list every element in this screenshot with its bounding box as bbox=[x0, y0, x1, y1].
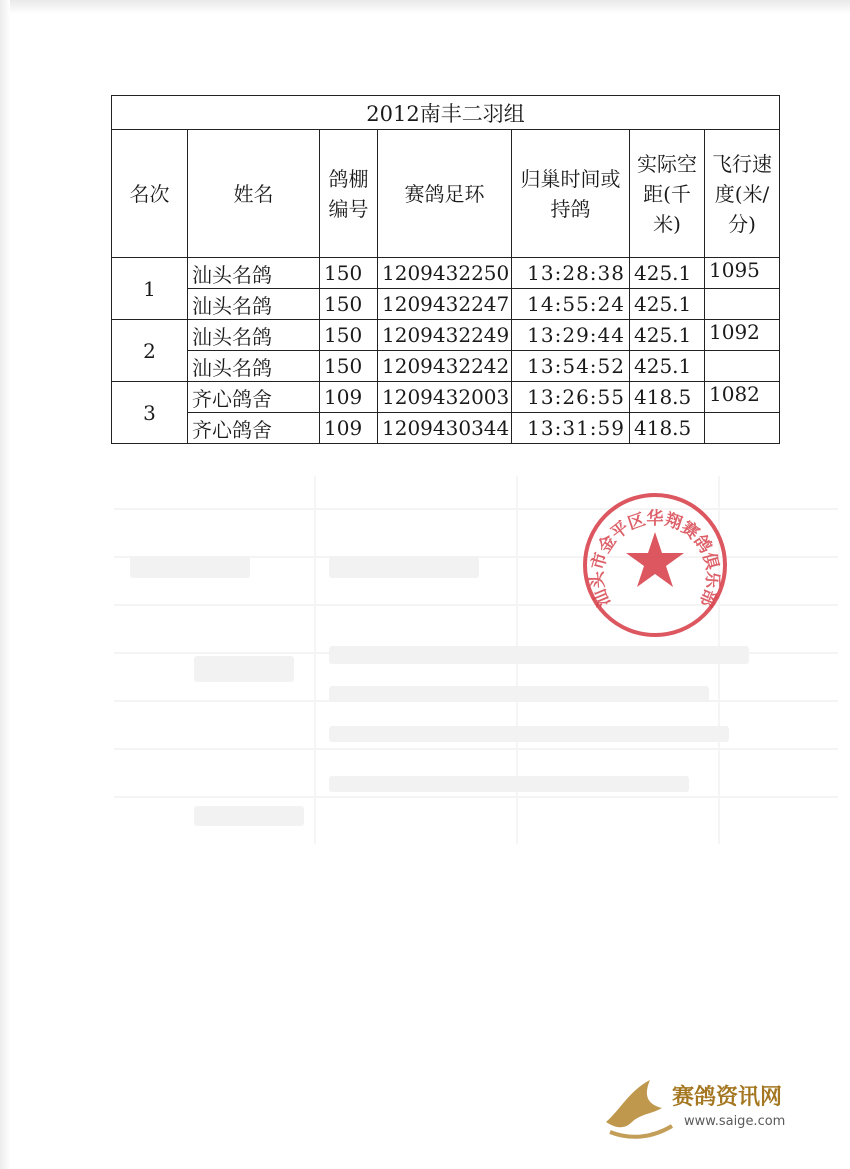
speed-cell: 1092 bbox=[705, 320, 780, 351]
watermark-site-name: 赛鸽资讯网 bbox=[672, 1085, 783, 1110]
table-title: 2012南丰二羽组 bbox=[112, 96, 780, 130]
arrival-time-cell: 13:29:44 bbox=[512, 320, 630, 351]
table-row bbox=[112, 320, 780, 351]
rank-cell: 3 bbox=[112, 382, 188, 444]
rank-cell: 1 bbox=[112, 258, 188, 320]
loft-cell: 150 bbox=[320, 351, 378, 382]
arrival-time-cell: 13:31:59 bbox=[512, 413, 630, 444]
watermark-url: www.saige.com bbox=[684, 1114, 786, 1129]
ring-cell: 1209432247 bbox=[378, 289, 512, 320]
name-cell: 汕头名鸽 bbox=[188, 320, 320, 351]
arrival-time-cell: 14:55:24 bbox=[512, 289, 630, 320]
ring-cell: 1209432250 bbox=[378, 258, 512, 289]
distance-cell: 418.5 bbox=[630, 382, 705, 413]
loft-cell: 150 bbox=[320, 320, 378, 351]
speed-cell: 1082 bbox=[705, 382, 780, 413]
name-cell: 汕头名鸽 bbox=[188, 351, 320, 382]
arrival-time-cell: 13:28:38 bbox=[512, 258, 630, 289]
arrival-time-cell: 13:54:52 bbox=[512, 351, 630, 382]
table-row bbox=[112, 258, 780, 289]
distance-cell: 425.1 bbox=[630, 320, 705, 351]
scan-shadow-left bbox=[0, 0, 10, 1169]
speed-cell-empty bbox=[705, 351, 780, 382]
distance-cell: 425.1 bbox=[630, 258, 705, 289]
distance-cell: 425.1 bbox=[630, 289, 705, 320]
header-loft-number: 鸽棚编号 bbox=[320, 130, 378, 258]
scan-shadow-top bbox=[0, 0, 850, 14]
site-watermark bbox=[600, 1070, 810, 1150]
club-seal bbox=[580, 490, 730, 640]
header-ring: 赛鸽足环 bbox=[378, 130, 512, 258]
seal-text: 汕头市金平区华翔赛鸽俱乐部 bbox=[587, 508, 723, 610]
name-cell: 齐心鸽舍 bbox=[188, 382, 320, 413]
header-name: 姓名 bbox=[188, 130, 320, 258]
table-row bbox=[112, 289, 780, 320]
header-arrival-time: 归巢时间或持鸽 bbox=[512, 130, 630, 258]
ring-cell: 1209430344 bbox=[378, 413, 512, 444]
arrival-time-cell: 13:26:55 bbox=[512, 382, 630, 413]
name-cell: 齐心鸽舍 bbox=[188, 413, 320, 444]
distance-cell: 425.1 bbox=[630, 351, 705, 382]
ring-cell: 1209432242 bbox=[378, 351, 512, 382]
ring-cell: 1209432003 bbox=[378, 382, 512, 413]
star-icon bbox=[626, 532, 684, 587]
loft-cell: 150 bbox=[320, 258, 378, 289]
table-row bbox=[112, 413, 780, 444]
loft-cell: 109 bbox=[320, 413, 378, 444]
header-rank: 名次 bbox=[112, 130, 188, 258]
speed-cell-empty bbox=[705, 413, 780, 444]
rank-cell: 2 bbox=[112, 320, 188, 382]
loft-cell: 109 bbox=[320, 382, 378, 413]
header-speed: 飞行速度(米/分) bbox=[705, 130, 780, 258]
speed-cell: 1095 bbox=[705, 258, 780, 289]
pigeon-icon bbox=[600, 1070, 680, 1150]
header-distance: 实际空距(千米) bbox=[630, 130, 705, 258]
table-row bbox=[112, 382, 780, 413]
results-table bbox=[111, 95, 780, 444]
name-cell: 汕头名鸽 bbox=[188, 258, 320, 289]
speed-cell-empty bbox=[705, 289, 780, 320]
ring-cell: 1209432249 bbox=[378, 320, 512, 351]
distance-cell: 418.5 bbox=[630, 413, 705, 444]
name-cell: 汕头名鸽 bbox=[188, 289, 320, 320]
table-row bbox=[112, 351, 780, 382]
loft-cell: 150 bbox=[320, 289, 378, 320]
